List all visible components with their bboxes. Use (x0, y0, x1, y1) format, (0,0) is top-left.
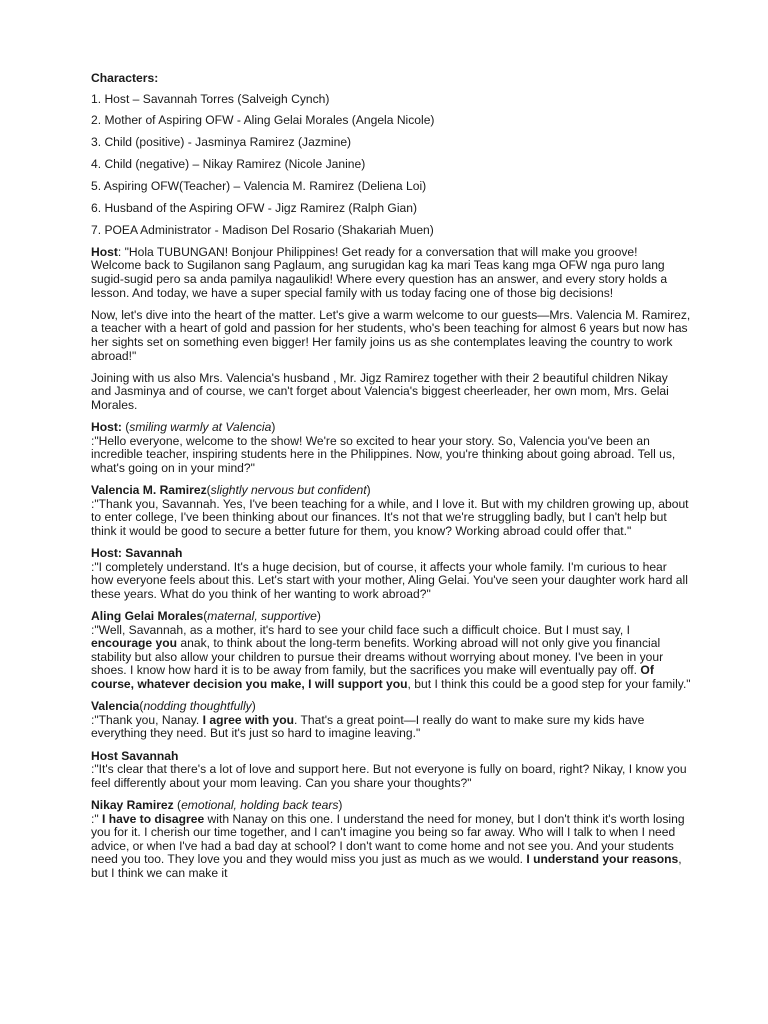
emphasis: I have to disagree (102, 811, 205, 826)
text-segment: , but I think we can make it (91, 852, 682, 880)
stage-direction: emotional, holding back tears (181, 797, 339, 812)
speaker-name: Host: Savannah (91, 546, 183, 561)
text-segment: with Nanay on this one. I understand the need for money, but I don't think it's worth losing you for it. I cherish our time together, and I can't imagine you being so far away. Who will I talk to when I need advice, or when I've had a bad day at school? I don't want to come home and not see you. And your students need you too. They love you and they would miss you just as much as we would. (91, 811, 685, 867)
dialogue-text: :"It's clear that there's a lot of love and support here. But not everyone is fully on board, right? Nikay, I know you feel differently about your mom leaving. Can you share your thoughts?" (91, 762, 687, 790)
host-intro (91, 246, 691, 300)
stage-direction: maternal, supportive (207, 609, 317, 624)
text-segment: , but I think this could be a good step for your family." (407, 677, 691, 692)
text-segment: . That's a great point—I really do want to make sure my kids have everything they need. But it's just so hard to imagine leaving." (91, 712, 645, 741)
dialogue-text: :"Thank you, Savannah. Yes, I've been teaching for a while, and I love it. But with my children growing up, about to enter college, I've been thinking about our finances. It's not that we're struggling badly, but I can't help but think it would be good to secure a better future for them, you know? Working abroad could offer that." (91, 496, 689, 538)
text-segment: :"Well, Savannah, as a mother, it's hard to see your child face such a difficult choice. But I must say, I (91, 622, 630, 637)
paragraph: Now, let's dive into the heart of the matter. Let's give a warm welcome to our guests—Mrs. Valencia M. Ramirez, a teacher with a heart of gold and passion for her students, who's been teaching for almost 6 years but now has her sights set on something even bigger! Her family joins us as she contemplates leaving the country to work abroad!" (91, 307, 691, 363)
character-item: 3. Child (positive) - Jasminya Ramirez (Jazmine) (91, 135, 352, 150)
dialogue-text (91, 813, 691, 881)
character-list (91, 93, 691, 238)
speaker-name: Host: (91, 420, 122, 435)
stage-direction: nodding thoughtfully (143, 699, 252, 714)
dialogue-block: Nikay Ramirez (emotional, holding back tears) :" I have to disagree with Nanay on this one. I understand the need for money, but I don't think it's worth losing you for it. I cherish our time together, and I can't imagine you being so far away. Who will I talk to when I need advice, or when I've had a bad day at school? I don't want to come home and not see you. And your students need you too. They love you and they would miss you just as much as we would. I understand your reasons, but I think we can make it (91, 799, 691, 881)
speaker-name: Valencia M. Ramirez (91, 483, 207, 498)
character-item: 7. POEA Administrator - Madison Del Rosario (Shakariah Muen) (91, 222, 434, 237)
speaker-name: Nikay Ramirez (91, 797, 174, 812)
dialogue-text: :"Hello everyone, welcome to the show! We're so excited to hear your story. So, Valencia you've been an incredible teacher, inspiring students here in the Philippines. Now, you're thinking about going abroad. Tell us, what's going on in your mind?" (91, 433, 676, 475)
emphasis: Of course, whatever decision you make, I will support you (91, 663, 654, 692)
text-segment: :" (91, 811, 103, 826)
characters-heading: Characters: (91, 71, 159, 85)
character-item: 1. Host – Savannah Torres (Salveigh Cynch) (91, 91, 330, 106)
dialogue-block (91, 750, 691, 791)
paragraph: Joining with us also Mrs. Valencia's husband , Mr. Jigz Ramirez together with their 2 beautiful children Nikay and Jasminya and of course, we can't forget about Valencia's biggest cheerleader, her own mom, Mrs. Gelai Morales. (91, 370, 669, 412)
dialogue-block: Aling Gelai Morales(maternal, supportive) :"Well, Savannah, as a mother, it's hard to see your child face such a difficult choice. But I must say, I encourage you anak, to think about the long-term benefits. Working abroad will not only give you financial stability but also allow your children to pursue their dreams without worrying about money. I've been in your shoes. I know how hard it is to be away from family, but the sacrifices you make will eventually pay off. Of course, whatever decision you make, I will support you, but I think this could be a good step for your family." (91, 609, 691, 692)
character-item: 2. Mother of Aspiring OFW - Aling Gelai Morales (Angela Nicole) (91, 113, 435, 128)
dialogue-text (91, 624, 691, 692)
dialogue-text (91, 714, 691, 741)
dialogue-block: Valencia(nodding thoughtfully) :"Thank you, Nanay. I agree with you. That's a great point—I really do want to make sure my kids have everything they need. But it's just so hard to imagine leaving." (91, 700, 691, 741)
emphasis: I understand your reasons (526, 852, 679, 867)
character-item: 4. Child (negative) – Nikay Ramirez (Nicole Janine) (91, 157, 366, 172)
emphasis: encourage you (91, 636, 178, 651)
dialogue-text: :"I completely understand. It's a huge decision, but of course, it affects your whole family. I'm curious to hear how everyone feels about this. Let's start with your mother, Aling Gelai. You've seen your daughter work hard all these years. What do you think of her wanting to work abroad?" (91, 559, 688, 601)
text-segment: anak, to think about the long-term benefits. Working abroad will not only give you financial stability but also allow your children to pursue their dreams without worrying about money. I've been in your shoes. I know how hard it is to be away from family, but the sacrifices you make will eventually pay off. (91, 636, 664, 678)
document-page (91, 72, 691, 889)
character-item: 5. Aspiring OFW(Teacher) – Valencia M. Ramirez (Deliena Loi) (91, 179, 427, 194)
dialogue-block (91, 547, 691, 601)
stage-direction: smiling warmly at Valencia (129, 420, 272, 435)
stage-direction: slightly nervous but confident (210, 483, 367, 498)
speaker-name: Valencia (91, 699, 140, 714)
text-segment: :"Thank you, Nanay. (91, 712, 203, 727)
character-item: 6. Husband of the Aspiring OFW - Jigz Ramirez (Ralph Gian) (91, 201, 417, 216)
dialogue-text: : "Hola TUBUNGAN! Bonjour Philippines! Get ready for a conversation that will make you groove! Welcome back to Sugilanon sang Paglaum, ang surugidan kag ka mari Teas kang mga OFW nga puro lang sugid-sugid pero sa anda pamilya nagaulikid! Where every question has an answer, and every story holds a lesson. And today, we have a super special family with us today facing one of those big decisions! (91, 244, 668, 300)
speaker-name: Host (91, 244, 118, 259)
emphasis: I agree with you (202, 712, 295, 727)
dialogue-block: Host: (smiling warmly at Valencia) :"Hello everyone, welcome to the show! We're so excited to hear your story. So, Valencia you've been an incredible teacher, inspiring students here in the Philippines. Now, you're thinking about going abroad. Tell us, what's going on in your mind?" (91, 421, 691, 475)
speaker-name: Host Savannah (91, 748, 179, 763)
speaker-name: Aling Gelai Morales (91, 609, 204, 624)
dialogue-block: Valencia M. Ramirez(slightly nervous but confident) :"Thank you, Savannah. Yes, I've been teaching for a while, and I love it. But with my children growing up, about to enter college, I've been thinking about our finances. It's not that we're struggling badly, but I can't help but think it would be good to secure a better future for them, you know? Working abroad could offer that." (91, 484, 691, 538)
